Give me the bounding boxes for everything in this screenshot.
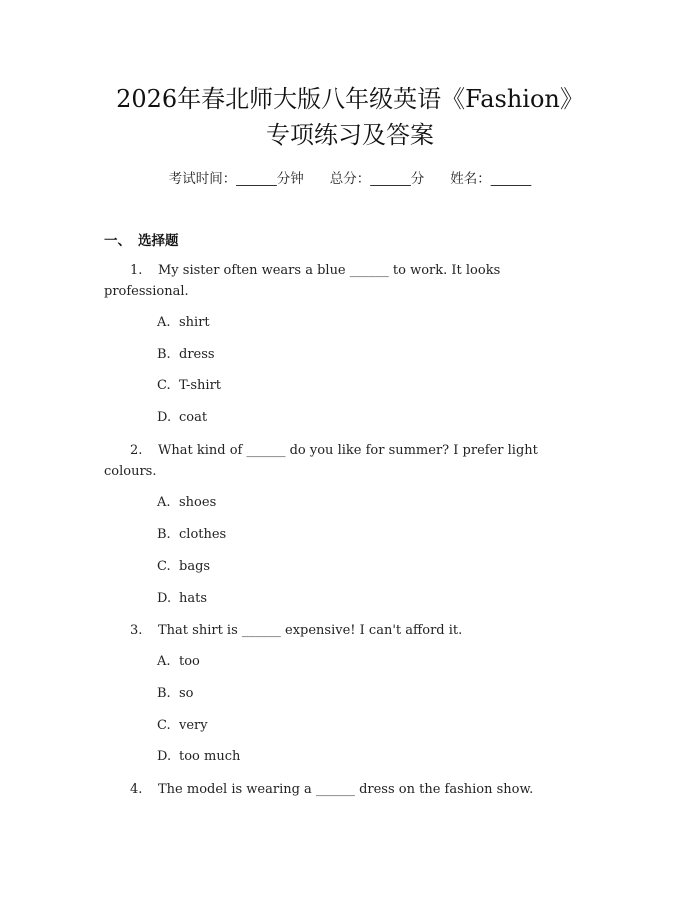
- question-number: 4.: [130, 782, 143, 797]
- question-1-option-c: [157, 377, 221, 395]
- question-1-option-d: [157, 409, 207, 427]
- question-stem: The model is wearing a ______ dress on the fashion show.: [158, 782, 534, 797]
- section-title: 选择题: [138, 233, 179, 249]
- option-letter: A.: [157, 315, 171, 330]
- option-letter: C.: [157, 559, 171, 574]
- document-title-line2: 专项练习及答案: [266, 121, 434, 149]
- option-letter: A.: [157, 495, 171, 510]
- question-1-text: [104, 260, 574, 302]
- section-heading: [104, 229, 179, 249]
- option-text: coat: [179, 410, 208, 425]
- option-letter: B.: [157, 686, 171, 701]
- option-text: too much: [179, 749, 241, 764]
- total-score-field: 总分：______分: [329, 171, 425, 187]
- exam-time-field: 考试时间：______分钟: [168, 171, 304, 187]
- question-3-option-b: [157, 685, 194, 703]
- option-letter: D.: [157, 749, 172, 764]
- option-text: so: [179, 686, 194, 701]
- question-2-option-b: [157, 526, 226, 544]
- question-number: 3.: [130, 623, 143, 638]
- option-letter: C.: [157, 718, 171, 733]
- section-number: 一、: [104, 233, 131, 249]
- question-3-text: [104, 620, 574, 641]
- question-3-option-d: [157, 748, 240, 766]
- option-letter: D.: [157, 591, 172, 606]
- question-stem: My sister often wears a blue ______ to work. It looks professional.: [104, 263, 501, 299]
- option-text: clothes: [179, 527, 227, 542]
- option-text: T-shirt: [179, 378, 222, 393]
- option-letter: A.: [157, 654, 171, 669]
- question-stem: That shirt is ______ expensive! I can't afford it.: [158, 623, 463, 638]
- option-text: bags: [179, 559, 211, 574]
- question-3-option-a: [157, 653, 200, 671]
- option-letter: B.: [157, 347, 171, 362]
- option-text: shirt: [179, 315, 210, 330]
- option-text: shoes: [179, 495, 217, 510]
- question-stem: What kind of ______ do you like for summer? I prefer light colours.: [104, 443, 538, 479]
- option-letter: D.: [157, 410, 172, 425]
- option-text: very: [179, 718, 208, 733]
- question-number: 2.: [130, 443, 143, 458]
- question-1-option-a: [157, 314, 210, 332]
- question-2-text: [104, 440, 574, 482]
- question-3-option-c: [157, 717, 208, 735]
- exam-info: [0, 167, 700, 187]
- question-2-option-a: [157, 494, 216, 512]
- question-number: 1.: [130, 263, 143, 278]
- name-field: 姓名：______: [450, 171, 532, 187]
- document-title-line1: 2026年春北师大版八年级英语《Fashion》: [116, 85, 584, 113]
- question-1-option-b: [157, 346, 215, 364]
- question-2-option-d: [157, 590, 207, 608]
- question-2-option-c: [157, 558, 210, 576]
- question-4-text: [104, 779, 574, 800]
- option-text: hats: [179, 591, 208, 606]
- option-text: too: [179, 654, 200, 669]
- option-letter: B.: [157, 527, 171, 542]
- option-letter: C.: [157, 378, 171, 393]
- option-text: dress: [179, 347, 215, 362]
